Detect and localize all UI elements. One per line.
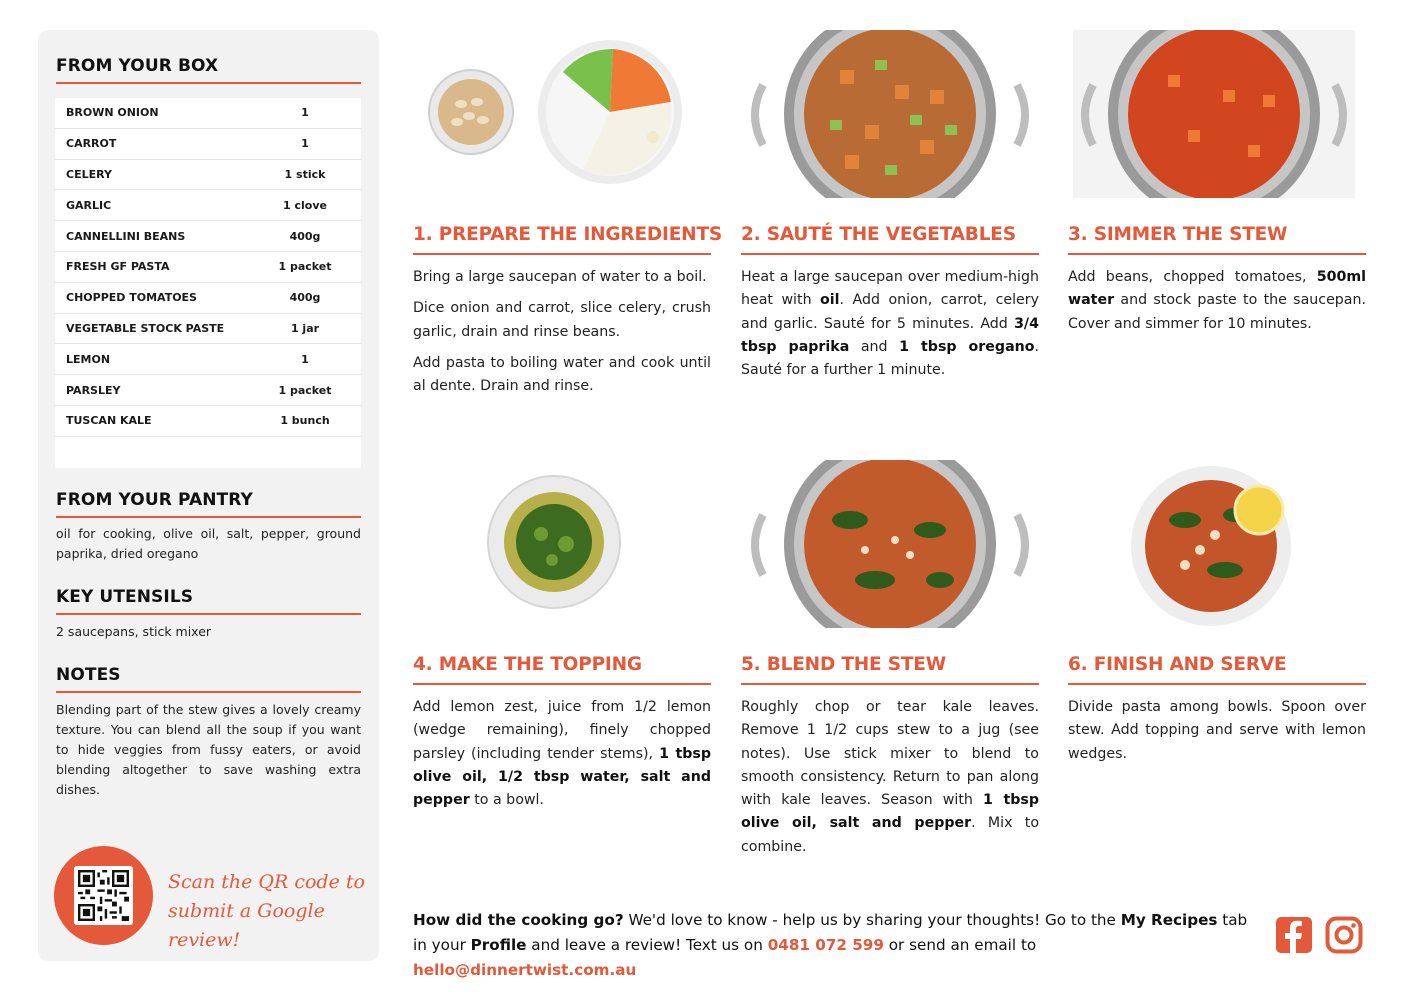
step-5-rule <box>741 683 1039 685</box>
pantry-heading-rule <box>56 516 361 518</box>
footer-text: or send an email to <box>883 936 1037 954</box>
qr-tagline <box>168 868 368 955</box>
ingredient-qty: 1 stick <box>284 167 326 181</box>
instruction-paragraph <box>741 696 1039 859</box>
step-6-photo <box>1125 460 1305 628</box>
step-1-rule <box>413 253 711 255</box>
instruction-paragraph <box>1068 266 1366 336</box>
ingredient-name: LEMON <box>66 352 111 366</box>
footer-text: We'd love to know - help us by sharing your thoughts! Go to the <box>623 911 1121 929</box>
instruction-paragraph <box>413 297 711 344</box>
bold-quantity: 1 tbsp oregano <box>899 338 1035 355</box>
bold-quantity: 1 tbsp olive oil, 1/2 tbsp water, salt and pepper <box>413 745 711 809</box>
table-row <box>55 283 361 314</box>
footer-text: and leave a review! Text us on <box>526 936 768 954</box>
ingredient-qty: 1 clove <box>283 198 327 212</box>
notes-text: Blending part of the stew gives a lovely creamy texture. You can blend all the soup if you want to hide veggies from fussy eaters, or avoid blending altogether to save washing extra dishes. <box>56 702 361 797</box>
email-link[interactable]: hello@dinnertwist.com.au <box>413 961 637 979</box>
ingredient-name: TUSCAN KALE <box>66 414 152 428</box>
instruction-text: Dice onion and carrot, slice celery, crush garlic, drain and rinse beans. <box>413 300 711 340</box>
instruction-text: . Add onion, carrot, celery and garlic. Sauté for 5 minutes. Add <box>741 292 1039 332</box>
pantry-text: oil for cooking, olive oil, salt, pepper, ground paprika, dried oregano <box>56 526 361 561</box>
instruction-text: and <box>849 338 900 355</box>
feedback-footer <box>413 908 1263 983</box>
step-1-photo <box>413 32 711 198</box>
instruction-text: Bring a large saucepan of water to a boil. <box>413 269 707 285</box>
step-3-instructions <box>1068 266 1366 344</box>
table-row <box>55 160 361 191</box>
ingredient-qty: 400g <box>289 229 321 243</box>
utensils-heading: KEY UTENSILS <box>56 587 194 607</box>
ingredient-name: FRESH GF PASTA <box>66 260 170 274</box>
footer-text: How did the cooking go? <box>413 911 624 929</box>
ingredient-name: CELERY <box>66 167 112 181</box>
notes-heading: NOTES <box>56 665 121 685</box>
step-2-rule <box>741 253 1039 255</box>
instruction-text: Add beans, chopped tomatoes, <box>1068 269 1317 285</box>
ingredient-name: CHOPPED TOMATOES <box>66 291 197 305</box>
phone-link[interactable]: 0481 072 599 <box>767 936 884 954</box>
instagram-icon[interactable] <box>1325 916 1363 954</box>
qr-code-icon[interactable] <box>74 866 133 925</box>
ingredient-name: GARLIC <box>66 198 112 212</box>
instruction-text: . Sauté for a further 1 minute. <box>741 338 1040 379</box>
ingredient-qty: 1 jar <box>290 321 320 335</box>
instruction-paragraph <box>413 266 711 289</box>
instruction-text: Roughly chop or tear kale leaves. Remove 1 1/2 cups stew to a jug (see notes). Use stick mixer to blend to smooth consistency. Return to pan along with kale leaves. Season with <box>741 699 1039 809</box>
step-1-instructions <box>413 266 711 406</box>
ingredient-qty: 1 packet <box>278 383 332 397</box>
step-6-instructions <box>1068 696 1366 774</box>
step-2-photo <box>745 30 1035 198</box>
step-1-title: 1. PREPARE THE INGREDIENTS <box>413 224 723 245</box>
step-6-title: 6. FINISH AND SERVE <box>1068 654 1287 675</box>
footer-text: My Recipes <box>1120 911 1218 929</box>
step-4-rule <box>413 683 711 685</box>
instruction-text: Divide pasta among bowls. Spoon over stew. Add topping and serve with lemon wedges. <box>1068 699 1366 762</box>
qr-badge <box>54 846 153 945</box>
notes-heading-rule <box>56 691 361 693</box>
box-heading: FROM YOUR BOX <box>56 56 219 76</box>
ingredients-sidebar <box>38 30 379 961</box>
ingredient-name: CANNELLINI BEANS <box>66 229 186 243</box>
box-ingredients-table <box>55 98 361 468</box>
step-3-rule <box>1068 253 1366 255</box>
table-row <box>55 252 361 283</box>
ingredient-name: BROWN ONION <box>66 106 159 120</box>
instruction-paragraph <box>1068 696 1366 766</box>
ingredient-qty: 1 <box>301 352 309 366</box>
ingredient-name: VEGETABLE STOCK PASTE <box>66 321 225 335</box>
bold-quantity: 500ml water <box>1068 269 1366 309</box>
ingredient-qty: 400g <box>289 291 321 305</box>
table-row <box>55 406 361 437</box>
step-3-title: 3. SIMMER THE STEW <box>1068 224 1288 245</box>
qr-tagline-line-2: submit a Google review! <box>168 900 325 951</box>
instruction-text: to a bowl. <box>469 792 544 809</box>
bold-quantity: 3/4 tbsp paprika <box>741 315 1039 355</box>
instruction-paragraph <box>413 696 711 812</box>
step-5-instructions <box>741 696 1039 867</box>
table-row <box>55 98 361 129</box>
table-row <box>55 375 361 406</box>
step-2-instructions <box>741 266 1039 390</box>
table-row <box>55 344 361 375</box>
step-5-photo <box>745 460 1035 628</box>
ingredient-qty: 1 packet <box>278 260 332 274</box>
box-heading-rule <box>56 82 361 84</box>
instruction-paragraph <box>741 266 1039 382</box>
ingredient-qty: 1 bunch <box>280 414 330 428</box>
utensils-text: 2 saucepans, stick mixer <box>56 624 212 639</box>
facebook-icon[interactable] <box>1275 916 1313 954</box>
ingredient-name: PARSLEY <box>66 383 121 397</box>
instruction-text: Heat a large saucepan over medium-high heat with <box>741 269 1039 309</box>
step-4-title: 4. MAKE THE TOPPING <box>413 654 642 675</box>
step-4-instructions <box>413 696 711 820</box>
instruction-text: . Mix to combine. <box>741 815 1039 855</box>
step-5-title: 5. BLEND THE STEW <box>741 654 946 675</box>
instruction-text: Add pasta to boiling water and cook until al dente. Drain and rinse. <box>413 354 711 395</box>
qr-tagline-line-1: Scan the QR code to <box>168 871 365 893</box>
step-3-photo <box>1073 30 1355 198</box>
footer-text: tab in your <box>413 911 1248 954</box>
instruction-paragraph <box>413 352 711 399</box>
bold-quantity: oil <box>820 292 840 309</box>
step-6-rule <box>1068 683 1366 685</box>
step-2-title: 2. SAUTÉ THE VEGETABLES <box>741 224 1016 245</box>
table-row <box>55 129 361 160</box>
utensils-heading-rule <box>56 613 361 615</box>
pantry-heading: FROM YOUR PANTRY <box>56 490 253 510</box>
instruction-text: and stock paste to the saucepan. Cover and simmer for 10 minutes. <box>1068 292 1366 332</box>
footer-text: Profile <box>470 936 527 954</box>
table-row <box>55 221 361 252</box>
step-4-photo <box>486 474 622 610</box>
bold-quantity: 1 tbsp olive oil, salt and pepper <box>741 792 1039 832</box>
instruction-text: Add lemon zest, juice from 1/2 lemon (wedge remaining), finely chopped parsley (including tender stems), <box>413 699 711 762</box>
table-row <box>55 190 361 221</box>
ingredient-name: CARROT <box>66 137 117 151</box>
ingredient-qty: 1 <box>301 137 309 151</box>
ingredient-qty: 1 <box>301 106 309 120</box>
table-row <box>55 314 361 345</box>
